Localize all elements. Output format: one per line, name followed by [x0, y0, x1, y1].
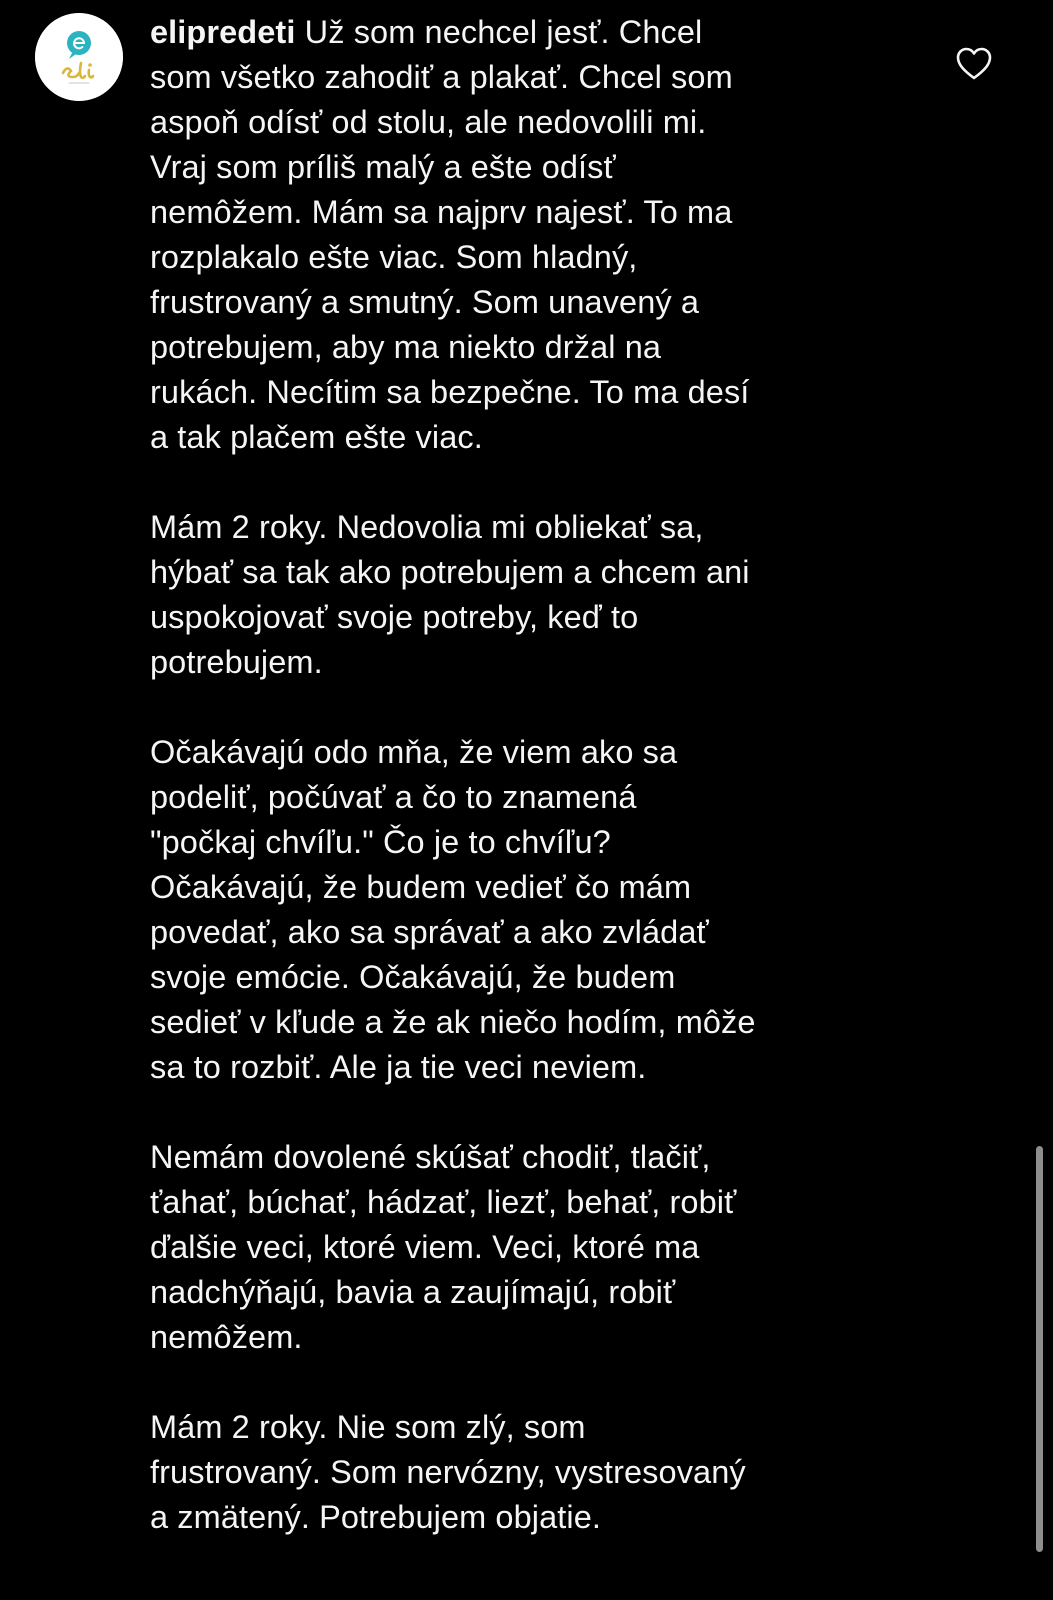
comment-username[interactable]: elipredeti [150, 14, 296, 50]
comment-paragraph-text: Už som nechcel jesť. Chcel som všetko zahodiť a plakať. Chcel som aspoň odísť od stolu, ale nedovolili mi. Vraj som príliš malý a ešte odísť nemôžem. Mám sa najprv najesť. To ma rozplakalo ešte viac. Som hladný, frustrovaný a smutný. Som unavený a potrebujem, aby ma niekto držal na rukách. Necítim sa bezpečne. To ma desí a tak plačem ešte viac. [150, 14, 750, 455]
avatar[interactable] [35, 13, 123, 101]
comment-paragraph [150, 10, 910, 460]
heart-outline-icon [955, 46, 993, 82]
comment-paragraph: Nemám dovolené skúšať chodiť, tlačiť, ťahať, búchať, hádzať, liezť, behať, robiť ďalšie veci, ktoré viem. Veci, ktoré ma nadchýňajú, bavia a zaujímajú, robiť nemôžem. [150, 1139, 737, 1355]
comment-paragraph: Mám 2 roky. Nedovolia mi obliekať sa, hýbať sa tak ako potrebujem a chcem ani uspokojovať svoje potreby, keď to potrebujem. [150, 509, 750, 680]
comment-text [150, 10, 910, 1540]
eli-logo-icon [35, 13, 123, 101]
comment-paragraph: Mám 2 roky. Nie som zlý, som frustrovaný. Som nervózny, vystresovaný a zmätený. Potrebujem objatie. [150, 1409, 746, 1535]
like-button[interactable] [955, 46, 993, 82]
comment-paragraph: Očakávajú odo mňa, že viem ako sa podeliť, počúvať a čo to znamená "počkaj chvíľu." Čo je to chvíľu? Očakávajú, že budem vedieť čo mám povedať, ako sa správať a ako zvládať svoje emócie. Očakávajú, že budem sedieť v kľude a že ak niečo hodím, môže sa to rozbiť. Ale ja tie veci neviem. [150, 734, 756, 1085]
scrollbar-thumb[interactable] [1036, 1146, 1043, 1552]
